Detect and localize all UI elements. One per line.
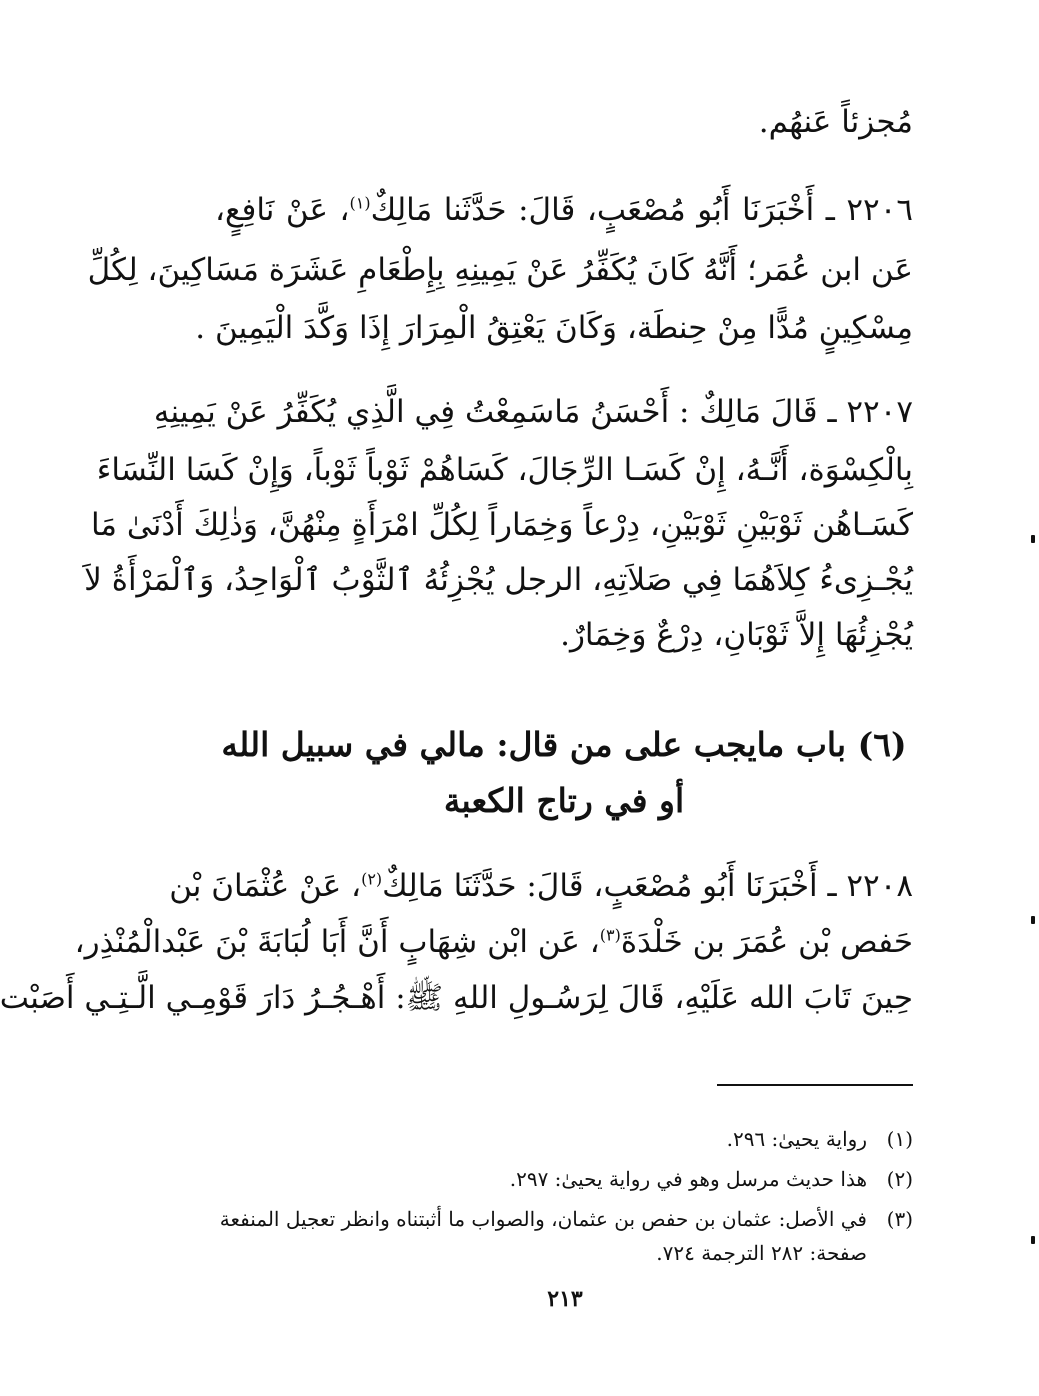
- page-number: ٢١٣: [547, 1286, 583, 1312]
- footnote-3-text: في الأصل: عثمان بن حفص بن عثمان، والصواب ما أثبتناه وانظر تعجيل المنفعة: [219, 1207, 867, 1231]
- footnote-3-continuation: صفحة: ٢٨٢ الترجمة ٧٢٤.: [656, 1241, 867, 1265]
- hadith-2208-line-2-text: حَفص بْن عُمَرَ بن خَلْدَةَ: [620, 924, 913, 960]
- hadith-2208-line-3: حِينَ تَابَ الله عَلَيْهِ، قَالَ لِرَسُـولِ اللهِ ﷺ: أَهْـجُـرُ دَارَ قَوْمِـي الَّـتِـي أَصَبْت: [0, 980, 913, 1016]
- hadith-2206-line-1: [215, 190, 913, 230]
- hadith-2208-line-2-end: ، عَن ابْن شِهَابٍ أَنَّ أَبَا لُبَابَةَ بْنَ عَبْدالْمُنْذِر،: [74, 924, 600, 960]
- hadith-2206-line-1-text: ٢٢٠٦ ـ أَخْبَرَنَا أَبُو مُصْعَبٍ، قَالَ: حَدَّثَنا مَالِكٌ: [370, 192, 913, 228]
- footnote-2-text: هذا حديث مرسل وهو في رواية يحيىٰ: ٢٩٧.: [509, 1167, 867, 1191]
- footnote-2: [215, 1164, 913, 1194]
- chapter-heading-line-2: أو في رتاج الكعبة: [443, 781, 685, 820]
- hadith-2208-line-1-text: ٢٢٠٨ ـ أَخْبَرَنَا أَبُو مُصْعَبٍ، قَالَ: حَدَّثَنَا مَالِكٌ: [382, 868, 913, 904]
- footnote-2-number: (٢): [886, 1167, 913, 1191]
- hadith-2208-line-2: [74, 922, 913, 962]
- footnote-3: [215, 1204, 913, 1234]
- footnote-ref-2[interactable]: (٢): [361, 869, 383, 889]
- hadith-2206-line-2: عَن ابن عُمَر؛ أَنَّهُ كَانَ يُكَفِّرُ عَنْ يَمِينِهِ بِإِطْعَامِ عَشَرَة مَسَاكِينَ، لِكُلِّ: [87, 252, 913, 288]
- hadith-2207-line-4: يُجْـزِىءُ كِلاَهُمَا فِي صَلاَتِهِ، الرجل يُجْزِئُهُ ٱلثَّوْبُ ٱلْوَاحِدُ، وَٱلْمَرْأَةُ لاَ: [84, 562, 913, 598]
- hadith-2206-line-3: مِسْكِينٍ مُدًّا مِنْ حِنطَة، وَكَانَ يَعْتِقُ الْمِرَارَ إِذَا وَكَّدَ الْيَمِينَ .: [195, 310, 913, 346]
- hadith-2207-line-2: بِالْكِسْوَة، أَنَّـهُ، إِنْ كَسَـا الرِّجَالَ، كَسَاهُمْ ثَوْباً ثَوْباً، وَإِنْ كَسَا النِّسَاءَ: [96, 452, 913, 488]
- hadith-2207-line-5: يُجْزِئُهَا إِلاَّ ثَوْبَانِ، دِرْعٌ وَخِمَارٌ.: [560, 617, 913, 653]
- scan-mark: [1031, 916, 1035, 924]
- footnote-ref-1[interactable]: (١): [349, 193, 371, 213]
- hadith-2208-line-1-end: ، عَنْ عُثْمَانَ بْن: [169, 868, 362, 904]
- hadith-2208-line-1: [169, 866, 913, 906]
- chapter-heading-line-1: (٦) باب مايجب على من قال: مالي في سبيل الله: [221, 725, 907, 764]
- footnote-ref-3[interactable]: (٣): [599, 925, 621, 945]
- footnote-1-text: رواية يحيىٰ: ٢٩٦.: [726, 1127, 867, 1151]
- hadith-2206-line-1-end: ، عَنْ نَافِعٍ،: [215, 192, 350, 228]
- footnote-separator: [717, 1084, 913, 1086]
- footnote-1-number: (١): [886, 1127, 913, 1151]
- scan-mark: [1031, 1236, 1035, 1244]
- intro-line: مُجزئاً عَنهُم.: [758, 104, 913, 140]
- footnote-3-number: (٣): [886, 1207, 913, 1231]
- footnote-1: [215, 1124, 913, 1154]
- scan-mark: [1031, 535, 1035, 543]
- hadith-2207-line-1: ٢٢٠٧ ـ قَالَ مَالِكٌ : أَحْسَنُ مَاسَمِعْتُ فِي الَّذِي يُكَفِّرُ عَنْ يَمِينِهِ: [153, 394, 913, 430]
- hadith-2207-line-3: كَسَـاهُن ثَوْبَيْنِ ثَوْبَيْنِ، دِرْعاً وَخِمَاراً لِكُلِّ امْرَأَةٍ مِنْهُنَّ، وَذٰلِكَ أَدْنَىٰ مَا: [90, 507, 913, 543]
